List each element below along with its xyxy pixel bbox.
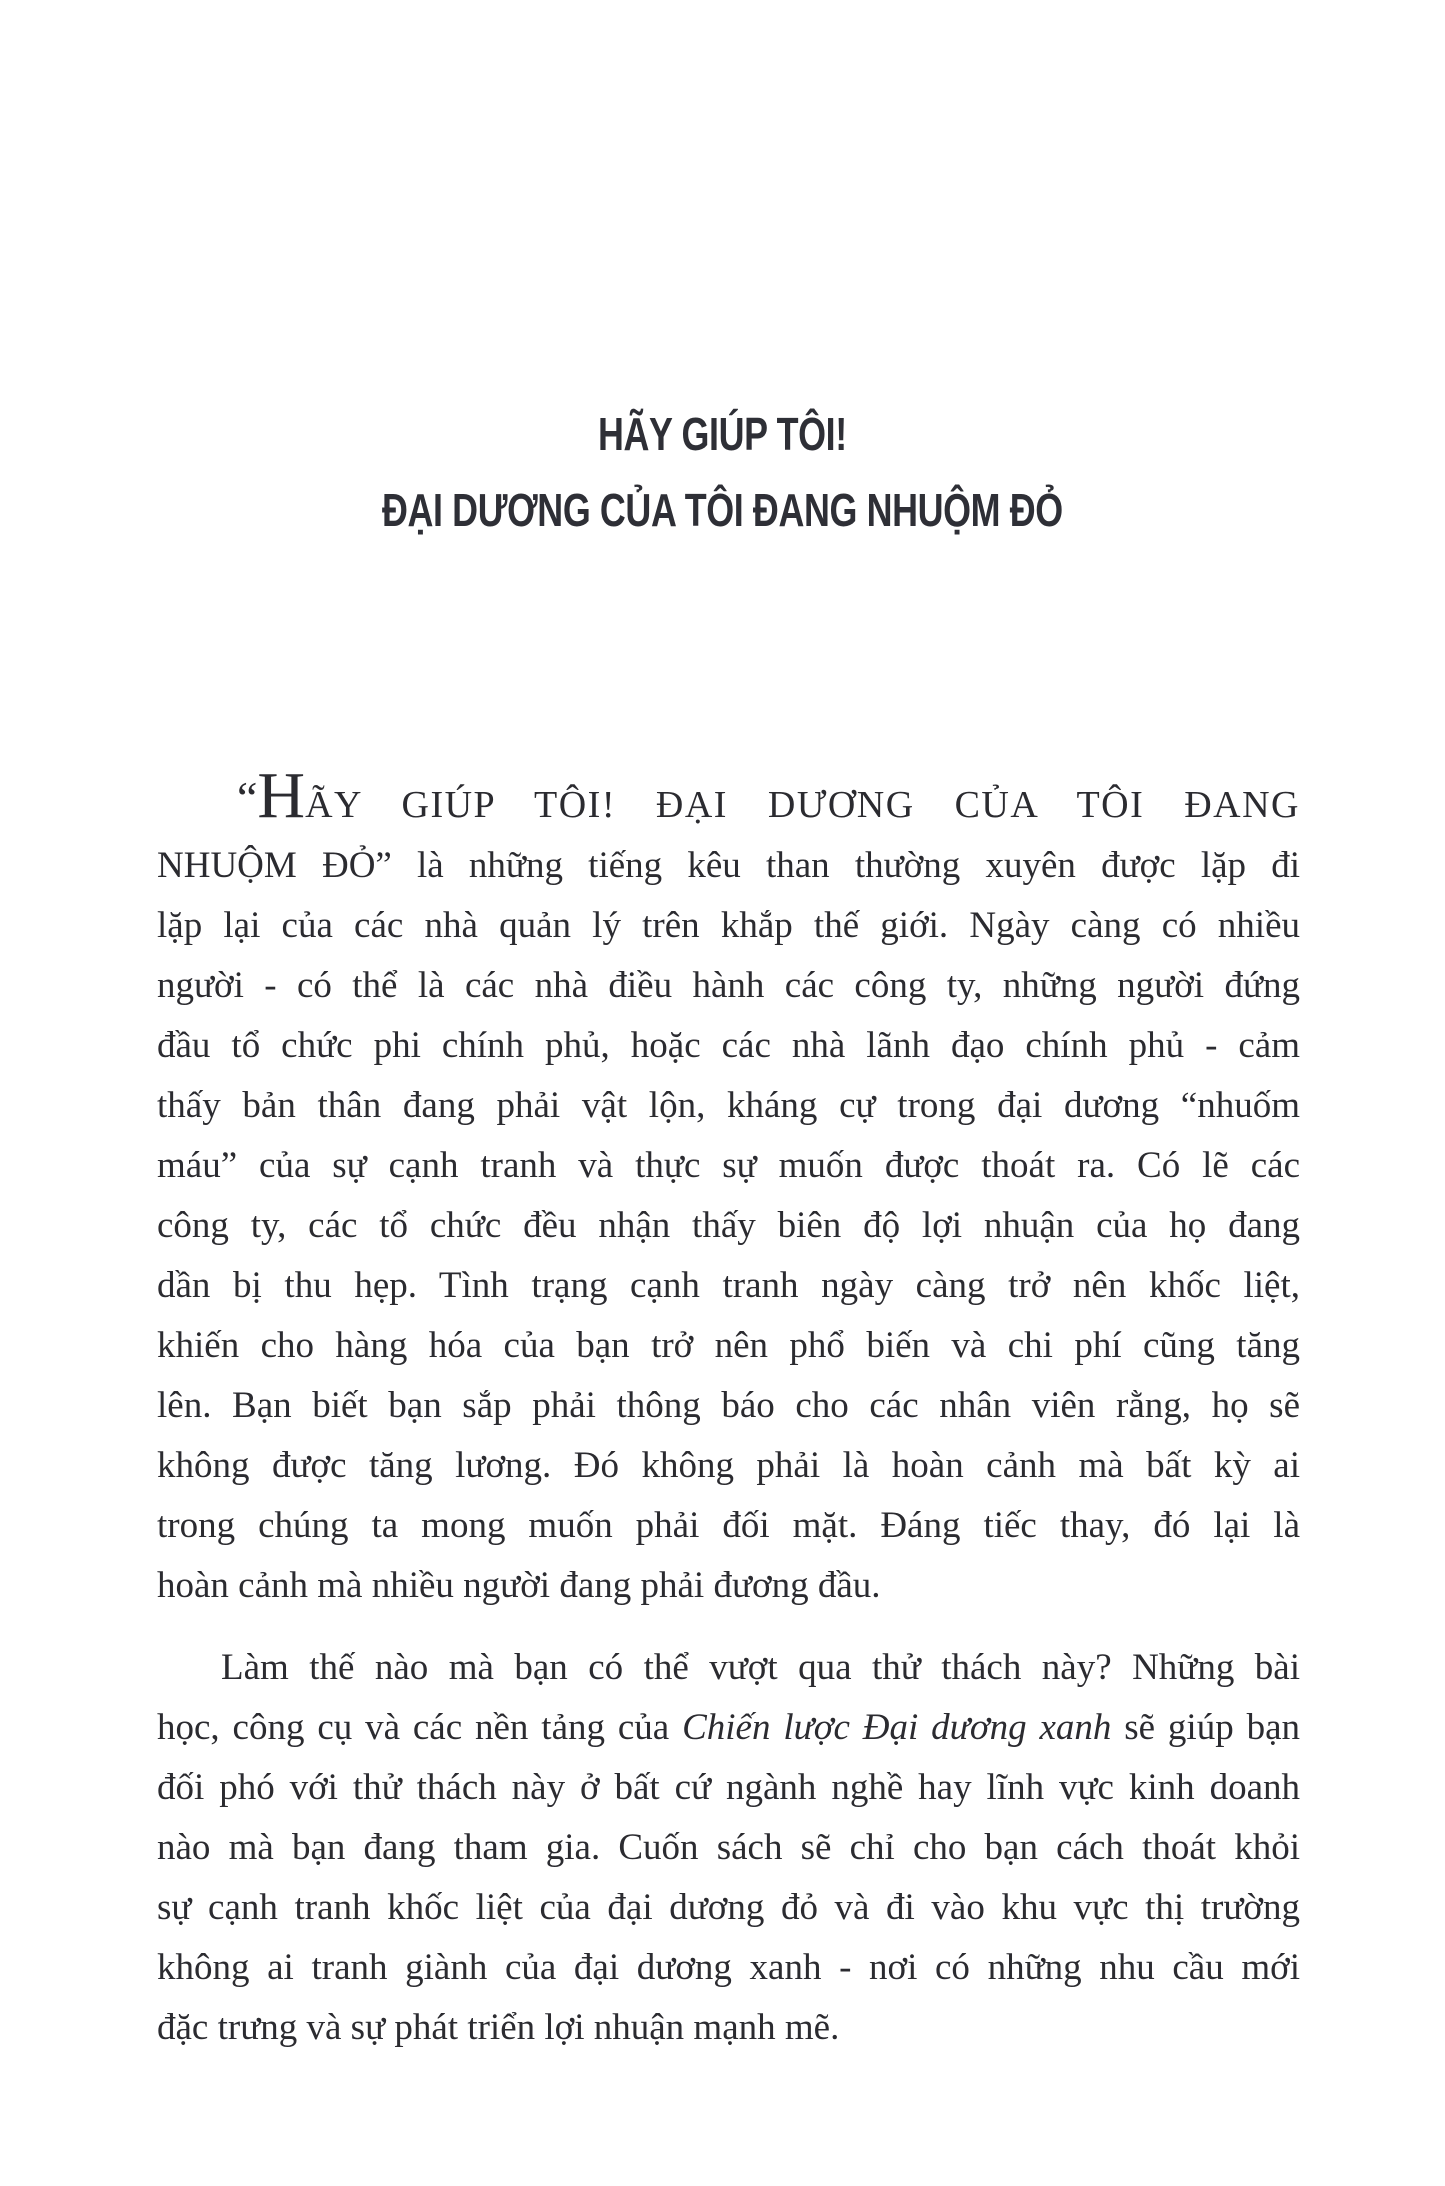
text-line: lên. Bạn biết bạn sắp phải thông báo cho các nhân viên rằng, họ sẽ [157,1385,1300,1426]
open-quote: “ [237,772,258,823]
text-line: công ty, các tổ chức đều nhận thấy biên độ lợi nhuận của họ đang [157,1205,1300,1246]
text-line: không ai tranh giành của đại dương xanh - nơi có những nhu cầu mới [157,1947,1300,1988]
chapter-title-line-1: HÃY GIÚP TÔI! [597,408,847,460]
text-line: NHUỘM ĐỎ” là những tiếng kêu than thường xuyên được lặp đi [157,845,1300,886]
text-line: đầu tổ chức phi chính phủ, hoặc các nhà lãnh đạo chính phủ - cảm [157,1025,1300,1066]
text-line: người - có thể là các nhà điều hành các công ty, những người đứng [157,965,1300,1006]
text-line: thấy bản thân đang phải vật lộn, kháng cự trong đại dương “nhuốm [157,1085,1300,1126]
paragraph-1 [157,759,1300,1616]
text-line: khiến cho hàng hóa của bạn trở nên phổ biến và chi phí cũng tăng [157,1325,1300,1366]
text-line: dần bị thu hẹp. Tình trạng cạnh tranh ngày càng trở nên khốc liệt, [157,1265,1300,1306]
paragraph-2 [157,1638,1300,2058]
text-line: đối phó với thử thách này ở bất cứ ngành nghề hay lĩnh vực kinh doanh [157,1767,1300,1808]
body-text [157,759,1300,2058]
drop-initial: H [257,759,306,832]
text-line: đặc trưng và sự phát triển lợi nhuận mạnh mẽ. [157,2007,840,2048]
text-line: hoàn cảnh mà nhiều người đang phải đương đầu. [157,1565,881,1606]
text-line: sự cạnh tranh khốc liệt của đại dương đỏ và đi vào khu vực thị trường [157,1887,1300,1928]
text-line-with-book-title [157,1698,1300,1758]
paragraph-1-lead-line [157,759,1300,836]
text-line: lặp lại của các nhà quản lý trên khắp thế giới. Ngày càng có nhiều [157,905,1300,946]
chapter-title-line-2: ĐẠI DƯƠNG CỦA TÔI ĐANG NHUỘM ĐỎ [381,484,1063,536]
text-fragment: sẽ giúp bạn [1111,1707,1300,1748]
text-line: Làm thế nào mà bạn có thể vượt qua thử thách này? Những bài [221,1647,1300,1688]
book-title-italic: Chiến lược Đại dương xanh [682,1707,1112,1748]
text-fragment: học, công cụ và các nền tảng của [157,1707,683,1748]
text-line: không được tăng lương. Đó không phải là hoàn cảnh mà bất kỳ ai [157,1445,1300,1486]
chapter-title [159,396,1286,548]
text-line: máu” của sự cạnh tranh và thực sự muốn được thoát ra. Có lẽ các [157,1145,1300,1186]
lead-in-small-caps: ÃY GIÚP TÔI! ĐẠI DƯƠNG CỦA TÔI ĐANG [305,784,1300,826]
text-line: nào mà bạn đang tham gia. Cuốn sách sẽ chỉ cho bạn cách thoát khỏi [157,1827,1300,1868]
text-line: trong chúng ta mong muốn phải đối mặt. Đáng tiếc thay, đó lại là [157,1505,1300,1546]
